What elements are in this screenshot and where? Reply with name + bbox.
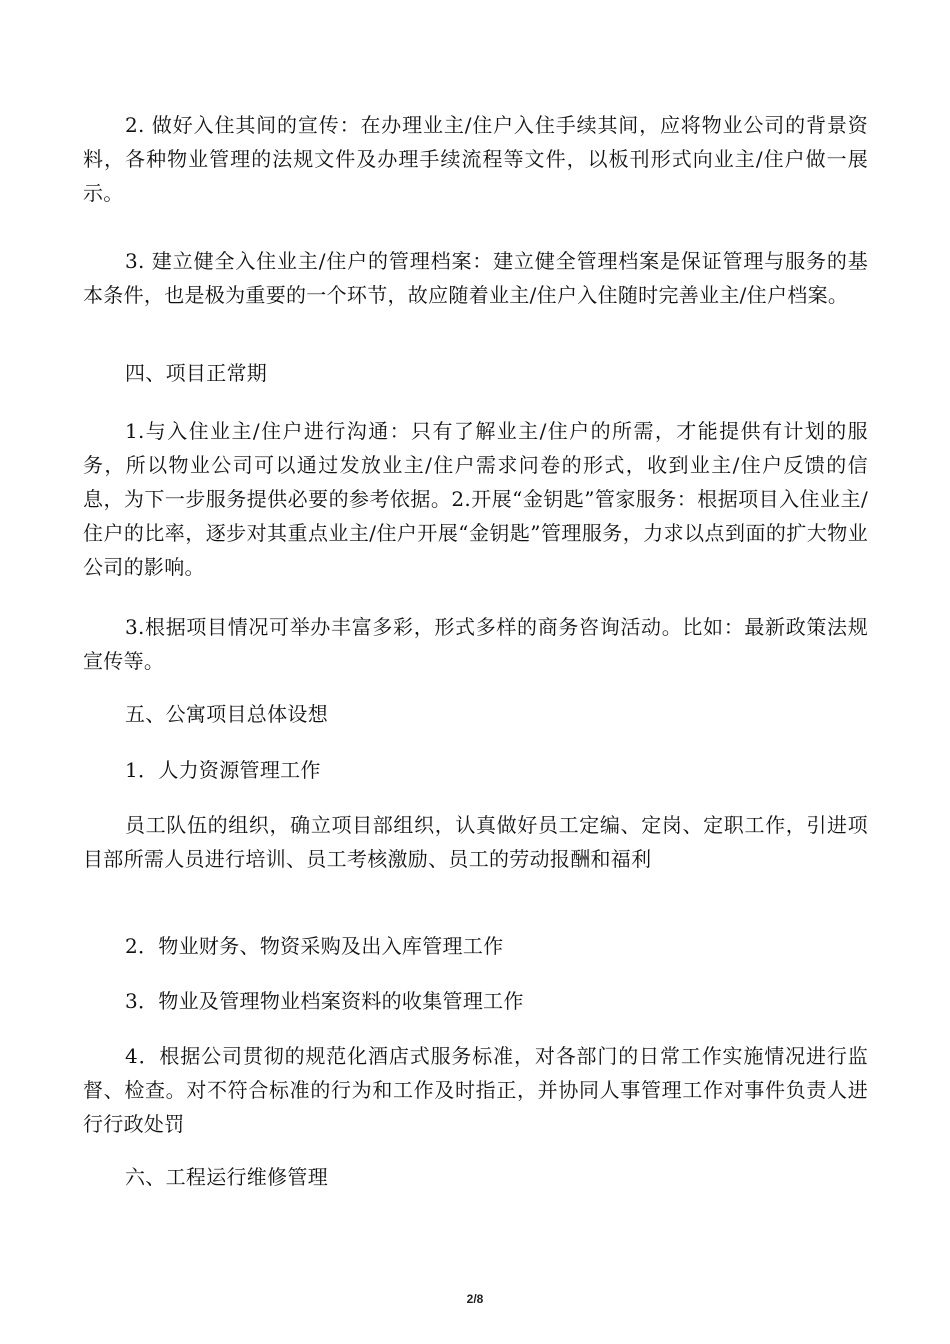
paragraph-activities: 3.根据项目情况可举办丰富多彩，形式多样的商务咨询活动。比如：最新政策法规宣传等。 [83,615,868,673]
paragraph-communication: 1.与入住业主/住户进行沟通：只有了解业主/住户的所需，才能提供有计划的服务，所以物业公司可以通过发放业主/住户需求问卷的形式，收到业主/住户反馈的信息，为下一步服务提供必要的参考依据。2.开展“金钥匙”管家服务：根据项目入住业主/住户的比率，逐步对其重点业主/住户开展“金钥匙”管理服务，力求以点到面的扩大物业公司的影响。 [83,419,868,579]
item-heading-hr: 1．人力资源管理工作 [125,758,321,782]
paragraph-staff: 员工队伍的组织，确立项目部组织，认真做好员工定编、定岗、定职工作，引进项目部所需人员进行培训、员工考核激励、员工的劳动报酬和福利 [83,813,868,871]
item-finance: 2．物业财务、物资采购及出入库管理工作 [125,934,504,958]
paragraph-archives: 3. 建立健全入住业主/住户的管理档案：建立健全管理档案是保证管理与服务的基本条件，也是极为重要的一个环节，故应随着业主/住户入住随时完善业主/住户档案。 [83,249,868,307]
section-heading-apartment-plan: 五、公寓项目总体设想 [125,702,328,726]
section-heading-normal-period: 四、项目正常期 [125,361,268,385]
paragraph-publicity: 2. 做好入住其间的宣传：在办理业主/住户入住手续其间，应将物业公司的背景资料，各种物业管理的法规文件及办理手续流程等文件，以板刊形式向业主/住户做一展示。 [83,113,868,205]
item-archives: 3．物业及管理物业档案资料的收集管理工作 [125,989,524,1013]
paragraph-supervision: 4．根据公司贯彻的规范化酒店式服务标准，对各部门的日常工作实施情况进行监督、检查。对不符合标准的行为和工作及时指正，并协同人事管理工作对事件负责人进行行政处罚 [83,1044,868,1136]
section-heading-engineering: 六、工程运行维修管理 [125,1165,328,1189]
page-number: 2/8 [466,1292,484,1306]
